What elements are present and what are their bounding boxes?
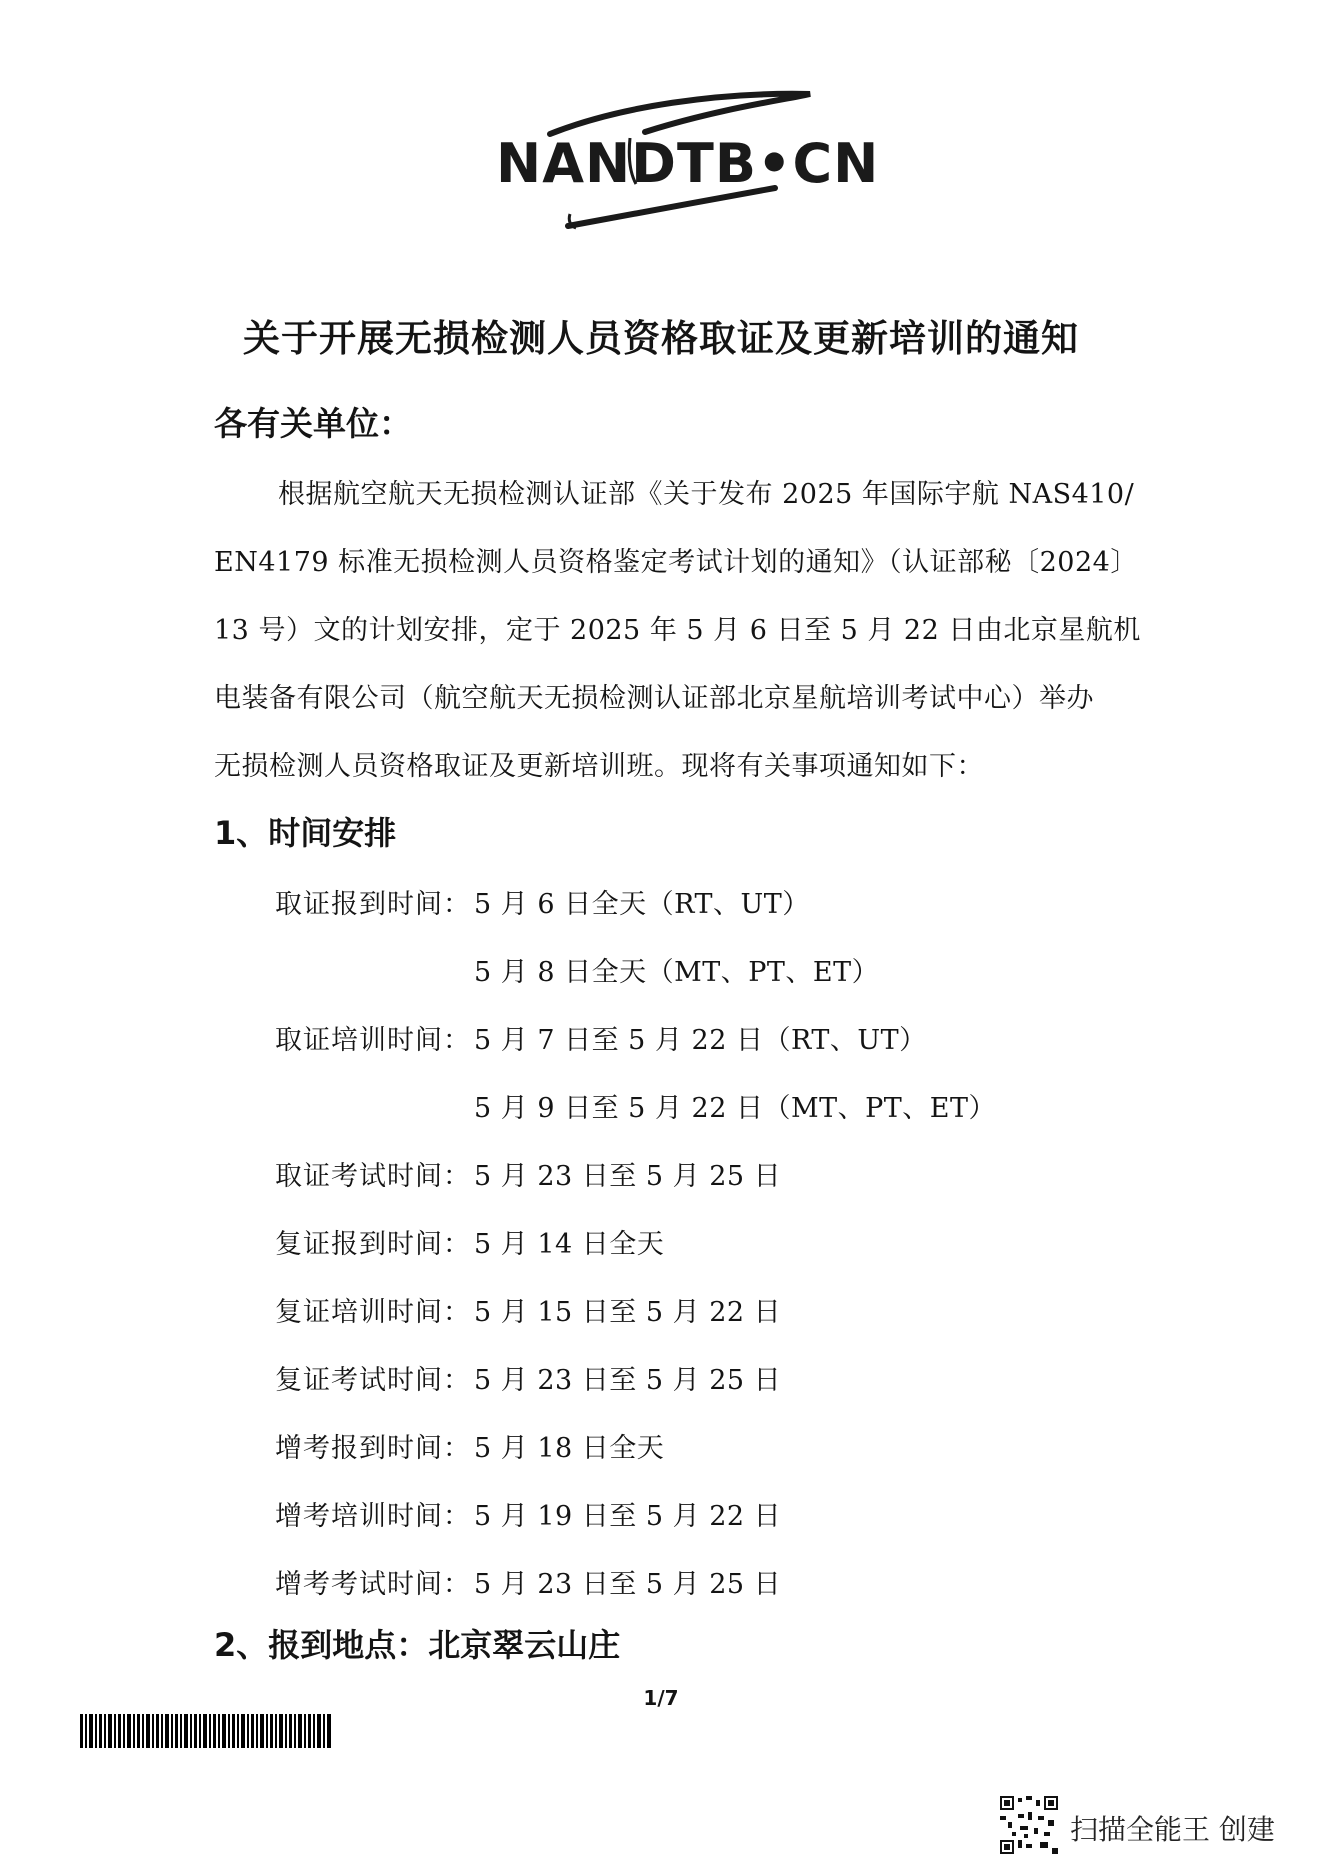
schedule-value: 5 月 18 日全天	[474, 1433, 665, 1464]
section-heading-schedule: 1、时间安排	[214, 814, 397, 852]
nandtb-logo	[470, 88, 880, 238]
section-heading-location: 2、报到地点：北京翠云山庄	[214, 1626, 621, 1664]
intro-line: 无损检测人员资格取证及更新培训班。现将有关事项通知如下：	[214, 751, 984, 782]
notice-title: 关于开展无损检测人员资格取证及更新培训的通知	[243, 317, 1079, 360]
schedule-value: 5 月 8 日全天（MT、PT、ET）	[474, 957, 880, 988]
schedule-label: 增考培训时间：	[275, 1501, 471, 1532]
schedule-label: 复证考试时间：	[275, 1365, 471, 1396]
schedule-value: 5 月 23 日至 5 月 25 日	[474, 1365, 782, 1396]
page-number: 1/7	[643, 1686, 679, 1710]
schedule-label: 复证培训时间：	[275, 1297, 471, 1328]
schedule-value: 5 月 9 日至 5 月 22 日（MT、PT、ET）	[474, 1093, 997, 1124]
schedule-label: 增考考试时间：	[275, 1569, 471, 1600]
intro-line: 13 号）文的计划安排，定于 2025 年 5 月 6 日至 5 月 22 日由北京星航机	[214, 615, 1141, 646]
intro-line: 根据航空航天无损检测认证部《关于发布 2025 年国际宇航 NAS410/	[278, 479, 1135, 510]
scanner-watermark: 扫描全能王 创建	[1070, 1813, 1275, 1846]
schedule-value: 5 月 6 日全天（RT、UT）	[474, 889, 810, 920]
schedule-value: 5 月 23 日至 5 月 25 日	[474, 1569, 782, 1600]
schedule-value: 5 月 7 日至 5 月 22 日（RT、UT）	[474, 1025, 927, 1056]
schedule-value: 5 月 14 日全天	[474, 1229, 665, 1260]
logo-text: NANDTB•CN	[496, 132, 880, 195]
intro-line: 电装备有限公司（航空航天无损检测认证部北京星航培训考试中心）举办	[214, 683, 1094, 714]
salutation: 各有关单位：	[214, 404, 412, 443]
schedule-label: 取证报到时间：	[275, 889, 471, 920]
schedule-label: 增考报到时间：	[275, 1433, 471, 1464]
schedule-label: 取证培训时间：	[275, 1025, 471, 1056]
schedule-value: 5 月 19 日至 5 月 22 日	[474, 1501, 782, 1532]
barcode-icon	[80, 1714, 332, 1748]
schedule-label: 取证考试时间：	[275, 1161, 471, 1192]
intro-line: EN4179 标准无损检测人员资格鉴定考试计划的通知》（认证部秘〔2024〕	[214, 547, 1138, 578]
schedule-value: 5 月 23 日至 5 月 25 日	[474, 1161, 782, 1192]
schedule-label: 复证报到时间：	[275, 1229, 471, 1260]
qr-code-icon	[1000, 1796, 1058, 1854]
schedule-value: 5 月 15 日至 5 月 22 日	[474, 1297, 782, 1328]
